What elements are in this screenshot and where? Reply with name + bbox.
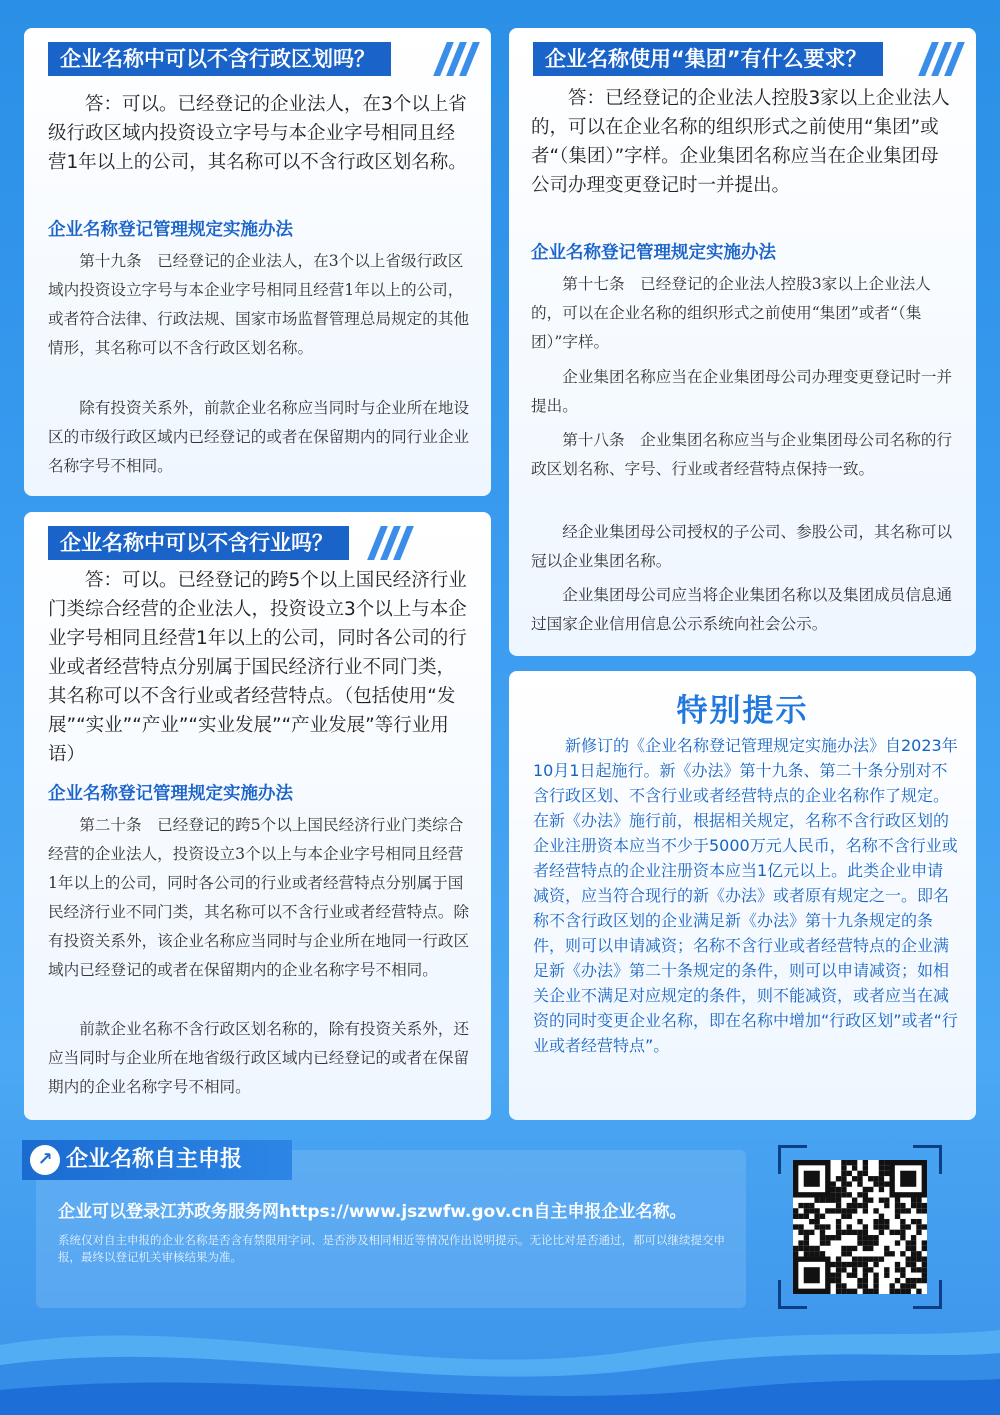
- law-title: 企业名称登记管理规定实施办法: [48, 784, 293, 804]
- law-paragraph: 企业集团母公司应当将企业集团名称以及集团成员信息通过国家企业信用信息公示系统向社会公示。: [531, 586, 953, 633]
- answer-text: 答：可以。已经登记的企业法人，在3个以上省级行政区域内投资设立字号与本企业字号相同且经营1年以上的公司，其名称可以不含行政区划名称。: [48, 94, 467, 173]
- answer-text: 答：已经登记的企业法人控股3家以上企业法人的，可以在企业名称的组织形式之前使用“集团”或者“（集团）”字样。企业集团名称应当在企业集团母公司办理变更登记时一并提出。: [531, 88, 950, 196]
- special-notice-text: 新修订的《企业名称登记管理规定实施办法》自2023年10月1日起施行。新《办法》第十九条、第二十条分别对不含行政区划、不含行业或者经营特点的企业名称作了规定。在新《办法》施行前，根据相关规定，名称不含行政区划的企业注册资本应当不少于5000万元人民币，名称不含行业或者经营特点的企业注册资本应当1亿元以上。此类企业申请减资，应当符合现行的新《办法》或者原有规定之一。即名称不含行政区划的企业满足新《办法》第十九条规定的条件，则可以申请减资；名称不含行业或者经营特点的企业满足新《办法》第二十条规定的条件，则可以申请减资；如相关企业不满足对应规定的条件，则不能减资，或者应当在减资的同时变更企业名称，即在名称中增加“行政区划”或者“行业或者经营特点”。: [533, 736, 958, 1055]
- card-no-industry: [24, 512, 491, 1120]
- qr-code[interactable]: [793, 1160, 927, 1294]
- card-special-notice: [509, 671, 976, 1120]
- law-paragraph: 第十七条 已经登记的企业法人控股3家以上企业法人的，可以在企业名称的组织形式之前使用“集团”或者“（集团）”字样。: [531, 275, 931, 351]
- law-paragraph: 第十九条 已经登记的企业法人，在3个以上省级行政区域内投资设立字号与本企业字号相同且经营1年以上的公司，或者符合法律、行政法规、国家市场监督管理总局规定的其他情形，其名称可以不含行政区划名称。: [48, 252, 470, 357]
- law-paragraph: 第十八条 企业集团名称应当与企业集团母公司名称的行政区划名称、字号、行业或者经营特点保持一致。: [531, 431, 953, 478]
- report-website-line[interactable]: 企业可以登录江苏政务服务网https://www.jszwfw.gov.cn自主申报企业名称。: [58, 1202, 687, 1222]
- card-group: [509, 28, 976, 656]
- section-title-group: 企业名称使用“集团”有什么要求？: [533, 42, 883, 76]
- section-title-no-region: 企业名称中可以不含行政区划吗？: [48, 42, 391, 76]
- answer-text: 答：可以。已经登记的跨5个以上国民经济行业门类综合经营的企业法人，投资设立3个以上与本企业字号相同且经营1年以上的公司，同时各公司的行业或者经营特点分别属于国民经济行业不同门类，其名称可以不含行业或者经营特点。（包括使用“发展”“实业”“产业”“实业发展”“产业发展”等行业用语）: [48, 570, 467, 765]
- special-notice-title: 特别提示: [676, 693, 809, 729]
- self-report-title: 企业名称自主申报: [66, 1147, 243, 1172]
- decorative-slashes: [370, 526, 410, 560]
- law-paragraph: 前款企业名称不含行政区划名称的，除有投资关系外，还应当同时与企业所在地省级行政区域内已经登记的或者在保留期内的企业名称字号不相同。: [48, 1020, 470, 1096]
- law-title: 企业名称登记管理规定实施办法: [48, 220, 293, 240]
- section-title-no-industry: 企业名称中可以不含行业吗？: [48, 526, 349, 560]
- law-paragraph: 企业集团名称应当在企业集团母公司办理变更登记时一并提出。: [531, 368, 953, 415]
- law-paragraph: 除有投资关系外，前款企业名称应当同时与企业所在地设区的市级行政区域内已经登记的或者在保留期内的同行业企业名称字号不相同。: [48, 399, 470, 475]
- report-note: 系统仅对自主申报的企业名称是否含有禁限用字词、是否涉及相同相近等情况作出说明提示。无论比对是否通过，都可以继续提交申报，最终以登记机关审核结果为准。: [58, 1233, 725, 1264]
- law-title: 企业名称登记管理规定实施办法: [531, 243, 776, 263]
- law-paragraph: 第二十条 已经登记的跨5个以上国民经济行业门类综合经营的企业法人，投资设立3个以上与本企业字号相同且经营1年以上的公司，同时各公司的行业或者经营特点分别属于国民经济行业不同门类，其名称可以不含行业或者经营特点。除有投资关系外，该企业名称应当同时与企业所在地同一行政区域内已经登记的或者在保留期内的企业名称字号不相同。: [48, 816, 470, 979]
- card-no-region: [24, 28, 491, 496]
- decorative-wave: [0, 1305, 1000, 1415]
- decorative-slashes: [436, 42, 476, 76]
- law-paragraph: 经企业集团母公司授权的子公司、参股公司，其名称可以冠以企业集团名称。: [531, 523, 953, 570]
- qr-code-image: [793, 1160, 927, 1294]
- self-report-title-bar: [22, 1140, 292, 1180]
- arrow-up-right-icon: ↗: [30, 1145, 60, 1175]
- decorative-slashes: [921, 42, 961, 76]
